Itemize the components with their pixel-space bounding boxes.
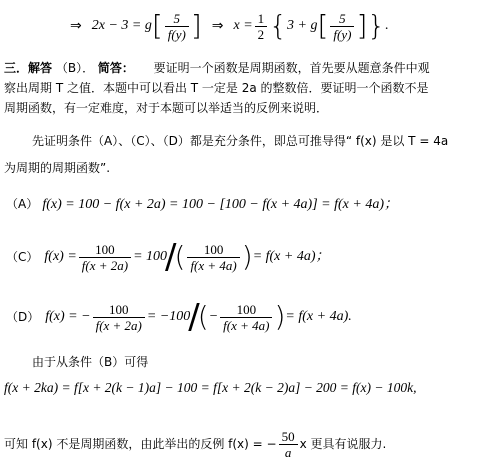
brace-right: } [367,9,386,42]
case-d-label: （D） [6,310,40,324]
top-eq-lhs: 2x − 3 = g [91,18,152,33]
answer-line-3: 周期函数，有一定难度，对于本题可以举适当的反例来说明． [4,101,329,115]
paren-right: ) [241,240,253,273]
case-d-fx: f(x) = − [45,309,91,324]
top-eq-end: . [385,18,389,33]
case-d-minus: − [208,309,219,324]
slash-symbol: / [165,237,177,277]
implies-arrow: ⇒ [211,18,224,34]
top-equation [60,6,389,46]
case-a [6,196,398,213]
paren-right: ) [274,300,286,333]
fraction-half: $\frac{1}{2}$ [255,11,268,42]
answer-line-1 [4,60,430,76]
case-c-mid: = 100 [133,249,168,264]
fraction: $\frac{100}{f(x + 4a)}$ [187,242,239,273]
case-a-expr: f(x) = 100 − f(x + 2a) = 100 − [100 − f(x + 4a)] = f(x + 4a)； [42,197,398,212]
paren-left: ( [197,300,209,333]
answer-heading: 三．解答 [4,61,53,75]
case-c-end: = f(x + 4a)； [252,249,330,264]
case-d [6,296,352,338]
from-b-text: 由于从条件（B）可得 [32,355,149,369]
fraction: $\frac{5}{f(y)}$ [330,11,354,42]
answer-line-2: 察出周期 T 之值．本题中可以看出 T 一定是 2a 的整数倍．要证明一个函数不是 [4,81,429,95]
fraction: $\frac{50}{a}$ [279,429,298,460]
paren-left: ( [174,240,186,273]
conclusion-pre: 可知 f(x) 不是周期函数，由此举出的反例 f(x) = − [4,437,277,451]
top-eq-inner: 3 + g [287,18,318,33]
case-c-label: （C） [6,250,39,264]
fraction: $\frac{5}{f(y)}$ [165,11,189,42]
brace-left: { [269,9,287,42]
answer-choice: （B）． [55,61,95,75]
conclusion-post: x 更具有说服力. [299,437,387,451]
case-c-fx: f(x) = [44,249,77,264]
bracket-right: ] [356,9,368,42]
prove-line-1: 先证明条件（A）、（C）、（D）都是充分条件，即总可推导得“ f(x) 是以 T = 4a [32,134,449,148]
bracket-left: [ [317,9,329,42]
bracket-right: ] [190,9,202,42]
answer-text: 要证明一个函数是周期函数，首先要从题意条件中观 [153,61,430,75]
long-equation: f(x + 2ka) = f[x + 2(k − 1)a] − 100 = f[x + 2(k − 2)a] − 200 = f(x) − 100k, [4,380,417,395]
fraction: $\frac{100}{f(x + 2a)}$ [79,242,131,273]
bracket-left: [ [151,9,163,42]
conclusion [4,424,386,464]
answer-brief: 简答： [97,61,134,75]
fraction: $\frac{100}{f(x + 4a)}$ [220,302,272,333]
fraction: $\frac{100}{f(x + 2a)}$ [93,302,145,333]
slash-symbol: / [188,297,200,337]
prove-line-2: 为周期的周期函数”. [4,161,111,175]
case-d-end: = f(x + 4a). [285,309,352,324]
implies-arrow: ⇒ [70,18,82,34]
case-c [6,236,330,278]
case-d-mid: = −100 [146,309,191,324]
case-a-label: （A） [6,197,39,211]
top-eq-x: x = [233,18,253,33]
